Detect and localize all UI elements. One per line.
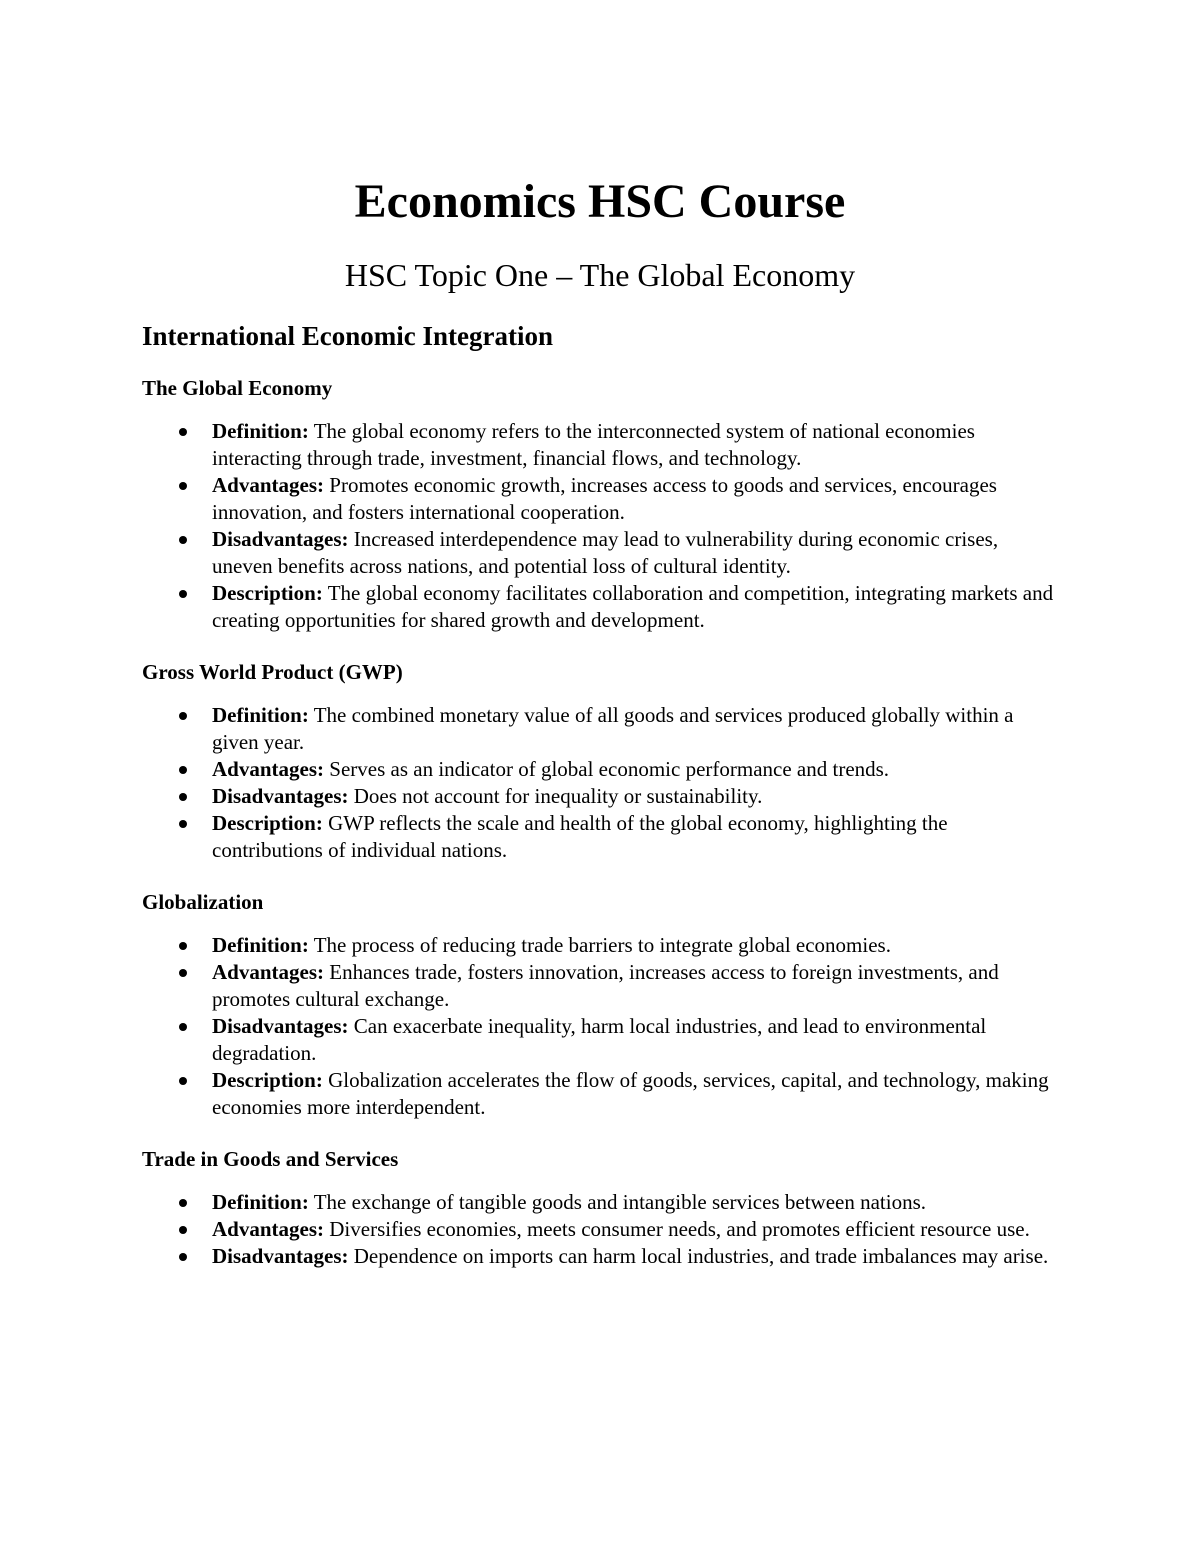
item-label: Disadvantages:	[212, 784, 349, 808]
list-item	[142, 783, 1062, 810]
bullet-icon	[179, 1253, 187, 1261]
item-label: Definition:	[212, 419, 309, 443]
topic-heading-globalization: Globalization	[142, 890, 264, 914]
bullet-icon	[179, 712, 187, 720]
document-body	[142, 318, 1062, 1294]
item-label: Advantages:	[212, 757, 325, 781]
bullet-icon	[179, 1023, 187, 1031]
topic-list-global-economy	[142, 418, 1062, 634]
item-text: Enhances trade, fosters innovation, increases access to foreign investments, and promotes cultural exchange.	[212, 960, 999, 1011]
topic-list-globalization	[142, 932, 1062, 1121]
list-item	[142, 810, 1062, 864]
section-heading: International Economic Integration	[142, 321, 553, 351]
item-label: Advantages:	[212, 473, 325, 497]
item-text: The global economy refers to the interconnected system of national economies interacting through trade, investment, financial flows, and technology.	[212, 419, 975, 470]
item-text: The process of reducing trade barriers to integrate global economies.	[308, 933, 891, 957]
bullet-icon	[179, 969, 187, 977]
document-subtitle: HSC Topic One – The Global Economy	[344, 257, 856, 293]
item-text: Does not account for inequality or sustainability.	[348, 784, 763, 808]
list-item	[142, 702, 1062, 756]
item-text: Serves as an indicator of global economic performance and trends.	[324, 757, 890, 781]
document-title: Economics HSC Course	[354, 175, 846, 228]
topic-heading-gwp: Gross World Product (GWP)	[142, 660, 403, 684]
bullet-icon	[179, 536, 187, 544]
item-text: The combined monetary value of all goods and services produced globally within a given year.	[212, 703, 1014, 754]
list-item	[142, 1189, 1062, 1216]
item-label: Disadvantages:	[212, 527, 349, 551]
list-item	[142, 932, 1062, 959]
topic-heading-global-economy: The Global Economy	[142, 376, 333, 400]
item-label: Description:	[212, 1068, 323, 1092]
bullet-icon	[179, 1077, 187, 1085]
bullet-icon	[179, 1199, 187, 1207]
bullet-icon	[179, 1226, 187, 1234]
item-text: Dependence on imports can harm local industries, and trade imbalances may arise.	[348, 1244, 1049, 1268]
item-label: Definition:	[212, 933, 309, 957]
item-label: Description:	[212, 581, 323, 605]
list-item	[142, 1067, 1062, 1121]
item-text: Can exacerbate inequality, harm local industries, and lead to environmental degradation.	[212, 1014, 987, 1065]
item-label: Definition:	[212, 703, 309, 727]
item-text: The exchange of tangible goods and intangible services between nations.	[308, 1190, 927, 1214]
item-label: Disadvantages:	[212, 1244, 349, 1268]
item-text: The global economy facilitates collaboration and competition, integrating markets and creating opportunities for shared growth and development.	[212, 581, 1054, 632]
list-item	[142, 1243, 1062, 1270]
bullet-icon	[179, 482, 187, 490]
item-label: Disadvantages:	[212, 1014, 349, 1038]
list-item	[142, 756, 1062, 783]
item-text: Globalization accelerates the flow of goods, services, capital, and technology, making economies more interdependent.	[212, 1068, 1049, 1119]
bullet-icon	[179, 820, 187, 828]
bullet-icon	[179, 793, 187, 801]
item-label: Advantages:	[212, 960, 325, 984]
topic-list-gwp	[142, 702, 1062, 864]
list-item	[142, 526, 1062, 580]
item-text: Promotes economic growth, increases access to goods and services, encourages innovation, and fosters international cooperation.	[212, 473, 997, 524]
list-item	[142, 472, 1062, 526]
topic-list-trade	[142, 1189, 1062, 1270]
item-text: GWP reflects the scale and health of the global economy, highlighting the contributions of individual nations.	[212, 811, 948, 862]
list-item	[142, 1013, 1062, 1067]
item-text: Diversifies economies, meets consumer needs, and promotes efficient resource use.	[324, 1217, 1030, 1241]
item-label: Description:	[212, 811, 323, 835]
list-item	[142, 959, 1062, 1013]
bullet-icon	[179, 942, 187, 950]
bullet-icon	[179, 590, 187, 598]
list-item	[142, 1216, 1062, 1243]
bullet-icon	[179, 428, 187, 436]
list-item	[142, 580, 1062, 634]
bullet-icon	[179, 766, 187, 774]
item-label: Advantages:	[212, 1217, 325, 1241]
topic-heading-trade: Trade in Goods and Services	[142, 1147, 399, 1171]
item-label: Definition:	[212, 1190, 309, 1214]
list-item	[142, 418, 1062, 472]
item-text: Increased interdependence may lead to vulnerability during economic crises, uneven benefits across nations, and potential loss of cultural identity.	[212, 527, 999, 578]
